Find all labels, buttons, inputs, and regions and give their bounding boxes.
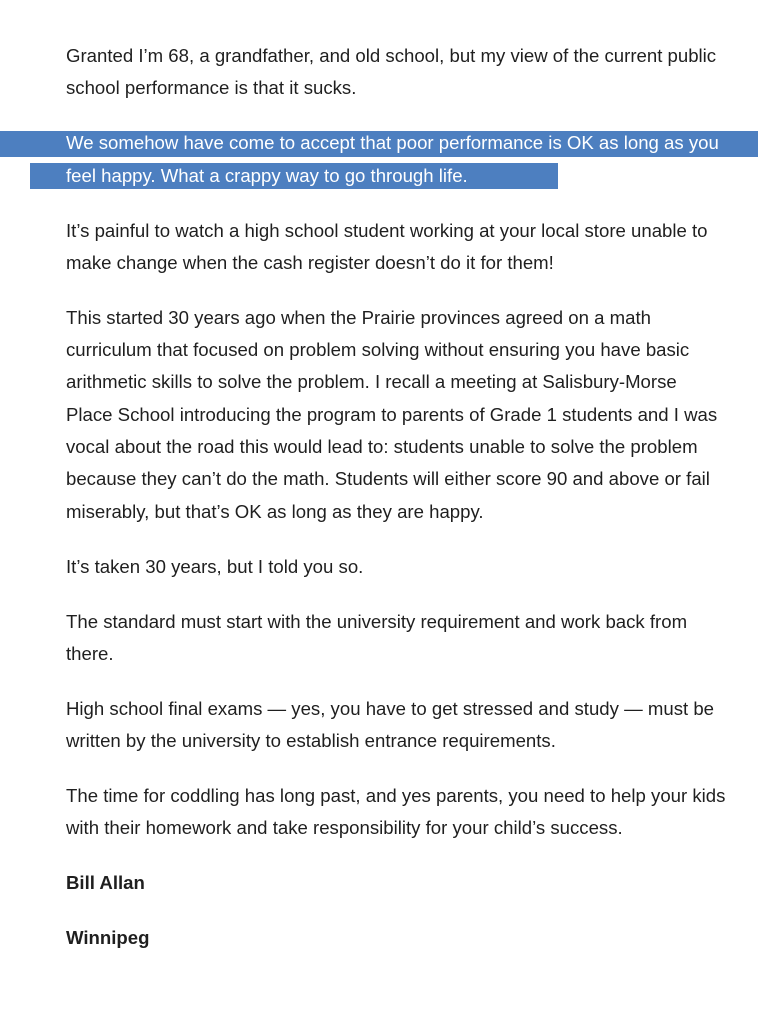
paragraph: Granted I’m 68, a grandfather, and old school, but my view of the current public school performance is that it sucks. — [66, 45, 717, 99]
paragraph: It’s taken 30 years, but I told you so. — [66, 555, 364, 577]
author-name: Bill Allan — [66, 872, 145, 894]
paragraph: The standard must start with the university requirement and work back from there. — [66, 610, 688, 664]
paragraph: It’s painful to watch a high school student working at your local store unable to make change when the cash register doesn’t do it for them! — [66, 219, 708, 273]
paragraph: High school final exams — yes, you have to get stressed and study — must be written by the university to establish entrance requirements. — [66, 697, 715, 752]
paragraph: The time for coddling has long past, and yes parents, you need to help your kids with their homework and take responsibility for your child’s success. — [66, 785, 726, 839]
author-location: Winnipeg — [66, 927, 150, 949]
letter-body — [66, 40, 726, 977]
paragraph: This started 30 years ago when the Prairie provinces agreed on a math curriculum that focused on problem solving without ensuring you have basic arithmetic skills to solve the problem. I recall a meeting at Salisbury-Morse Place School introducing the program to parents of Grade 1 students and I was vocal about the road this would lead to: students unable to solve the problem because they can’t do the math. Students will either score 90 and above or fail miserably, but that’s OK as long as they are happy. — [66, 306, 718, 522]
selected-paragraph[interactable]: We somehow have come to accept that poor performance is OK as long as you feel happy. What a crappy way to go through life. — [66, 132, 719, 186]
